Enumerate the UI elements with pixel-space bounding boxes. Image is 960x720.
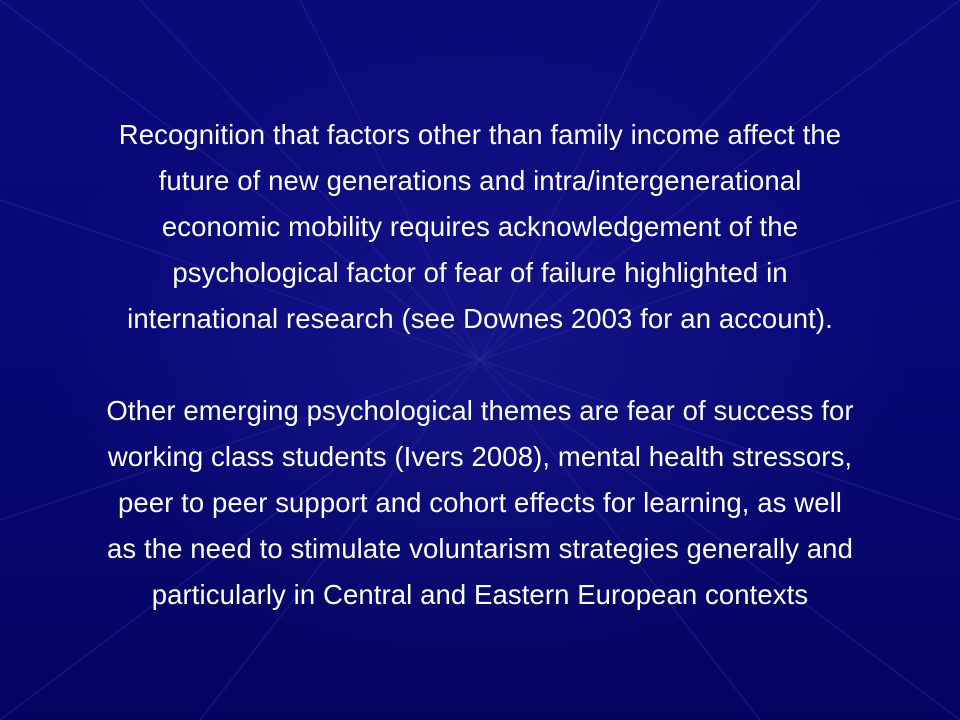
slide-body-text bbox=[10, 112, 950, 618]
text-line: as the need to stimulate voluntarism strategies generally and bbox=[107, 533, 853, 564]
paragraph-psychological-themes bbox=[10, 388, 950, 618]
text-line: working class students (Ivers 2008), mental health stressors, bbox=[107, 441, 853, 472]
text-line: peer to peer support and cohort effects for learning, as well bbox=[117, 487, 843, 518]
text-line: international research (see Downes 2003 for an account). bbox=[127, 303, 833, 334]
text-line: particularly in Central and Eastern European contexts bbox=[151, 579, 809, 610]
text-line: economic mobility requires acknowledgement of the bbox=[161, 211, 799, 242]
paragraph-fear-of-failure bbox=[10, 112, 950, 342]
text-line: Recognition that factors other than family income affect the bbox=[118, 119, 842, 150]
text-line: future of new generations and intra/intergenerational bbox=[158, 165, 802, 196]
text-line: psychological factor of fear of failure highlighted in bbox=[172, 257, 788, 288]
text-line: Other emerging psychological themes are fear of success for bbox=[106, 395, 854, 426]
